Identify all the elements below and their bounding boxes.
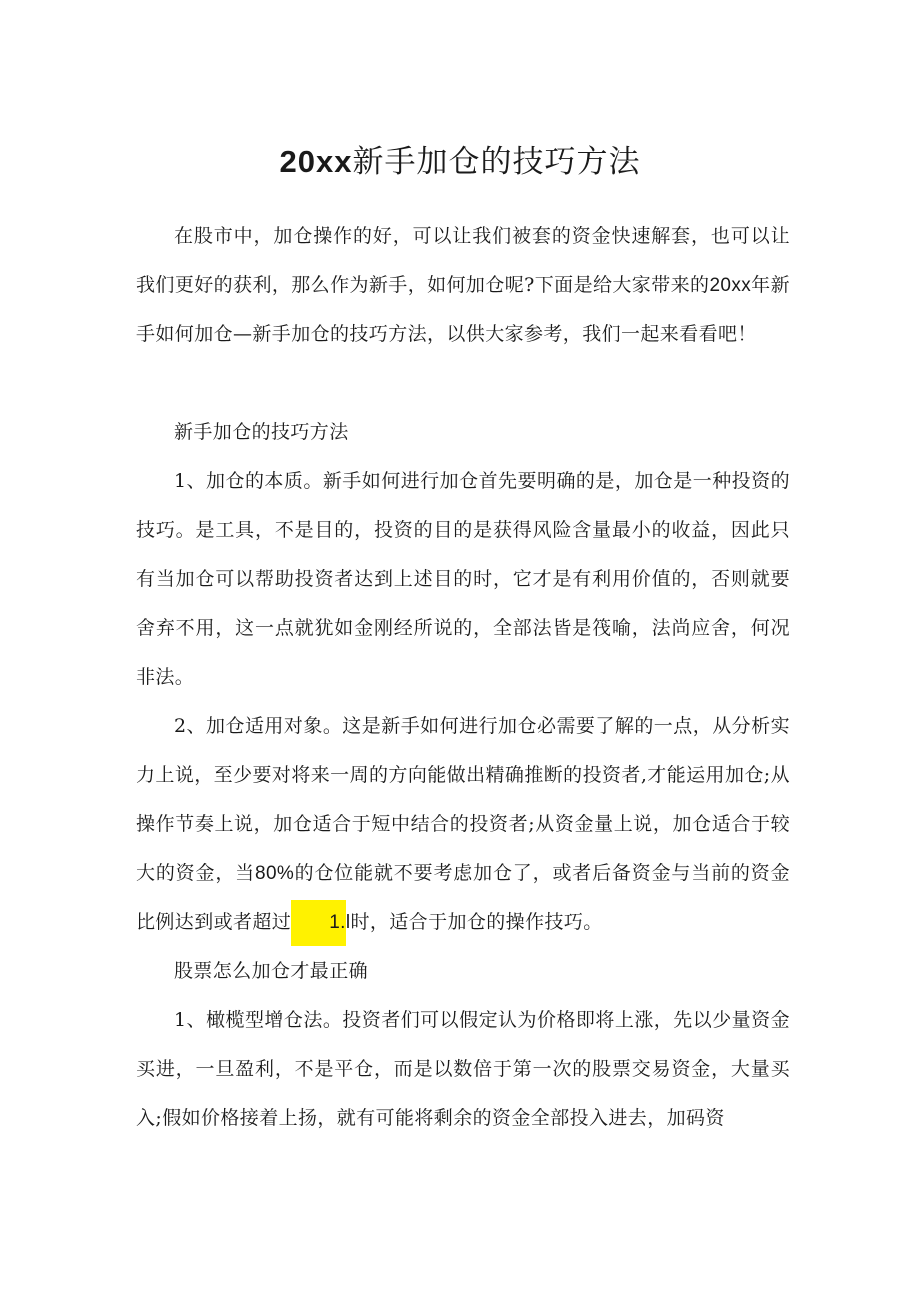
tips-item-2-text-b: 的仓位能就不要考虑加仓了，或者后备资金与当前的资金比例达到或者超过 <box>136 862 790 933</box>
tips-item-2-text-c: 时，适合于加仓的操作技巧。 <box>350 911 603 933</box>
title-text: 新手加仓的技巧方法 <box>352 144 641 180</box>
ratio-suffix: l <box>345 912 351 933</box>
tips-item-2-text-a: 2、加仓适用对象。这是新手如何进行加仓必需要了解的一点，从分析实力上说，至少要对将来一周的方向能做出精确推断的投资者,才能运用加仓;从操作节奏上说，加仓适合于短中结合的投资者;从资金量上说，加仓适合于较大的资金，当 <box>136 715 790 884</box>
percent-value: 80% <box>254 863 295 884</box>
intro-paragraph <box>136 212 790 359</box>
tips-item-1: 1、加仓的本质。新手如何进行加仓首先要明确的是，加仓是一种投资的技巧。是工具，不是目的，投资的目的是获得风险含量最小的收益，因此只有当加仓可以帮助投资者达到上述目的时，它才是有利用价值的，否则就要舍弃不用，这一点就犹如金刚经所说的，全部法皆是筏喻，法尚应舍，何况非法。 <box>136 470 790 688</box>
section-heading-correct: 股票怎么加仓才最正确 <box>174 960 369 982</box>
intro-number: 20xx <box>709 275 752 296</box>
title-number: 20xx <box>279 144 353 179</box>
correct-item-1: 1、橄榄型增仓法。投资者们可以假定认为价格即将上涨，先以少量资金买进，一旦盈利，不是平仓，而是以数倍于第一次的股票交易资金，大量买入;假如价格接着上扬，就有可能将剩余的资金全部投入进去，加码资 <box>136 1009 790 1129</box>
intro-text-2: 年新手如何加仓—新手加仓的技巧方法，以供大家参考，我们一起来看看吧！ <box>136 274 790 345</box>
document-body <box>136 212 790 1143</box>
section-heading-tips: 新手加仓的技巧方法 <box>174 421 349 443</box>
document-title <box>0 138 920 186</box>
tips-item-2 <box>136 702 790 947</box>
intro-text-1: 在股市中，加仓操作的好，可以让我们被套的资金快速解套，也可以让我们更好的获利，那么作为新手，如何加仓呢?下面是给大家带来的 <box>136 225 790 296</box>
highlighted-ratio: 1. <box>291 900 346 946</box>
